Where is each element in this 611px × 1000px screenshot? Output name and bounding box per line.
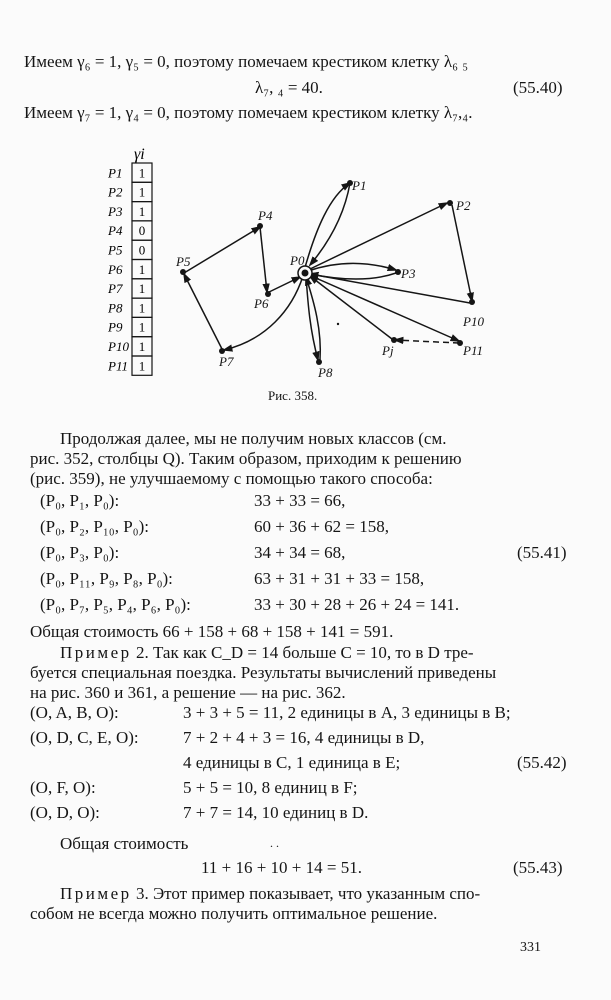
edge-p6-p0 — [267, 277, 300, 293]
node-p2 — [447, 200, 453, 206]
label-p4: P4 — [258, 208, 273, 223]
label-p0: P0 — [290, 253, 305, 268]
route: (P₀, P₂, P₁₀, P₀): — [40, 517, 149, 536]
total-cost-2-label: Общая стоимость — [60, 834, 189, 853]
gamma-value: 1 — [138, 261, 146, 277]
route: (P₀, P₃, P₀): — [40, 543, 120, 562]
route: (O, F, O): — [30, 778, 96, 797]
label-p8: P8 — [318, 365, 333, 380]
label-p10: P10 — [463, 314, 484, 329]
gamma-row-label: P10 — [108, 339, 129, 354]
example-text: 3. Этот пример показывает, что указанным спо- — [131, 884, 481, 903]
edge-p0-p2 — [308, 203, 447, 270]
route-calc: 63 + 31 + 31 + 33 = 158, — [254, 569, 425, 588]
gamma-row-label: P9 — [108, 319, 123, 335]
edge-p0-p7 — [224, 276, 303, 350]
gamma-header: γi — [134, 146, 145, 163]
text-line: (рис. 359), не улучшаемому с помощью такого способа: — [30, 469, 433, 488]
gamma-value: 1 — [138, 300, 146, 316]
figure-caption: Рис. 358. — [268, 388, 318, 403]
edge-p8-p0 — [306, 277, 320, 360]
route-calc: 34 + 34 = 68, — [254, 543, 346, 562]
label-p11: P11 — [463, 343, 483, 358]
edge-p4-p6 — [260, 227, 267, 292]
edge-p0-p11 — [309, 275, 459, 341]
gamma-row-label: P5 — [108, 242, 123, 258]
edge-p11-pj — [395, 340, 459, 343]
example-lead: Пример — [60, 643, 132, 662]
route-calc: 33 + 30 + 28 + 26 + 24 = 141. — [254, 595, 460, 614]
gamma-value: 1 — [138, 358, 146, 374]
node-p5 — [180, 269, 186, 275]
route: (O, D, C, E, O): — [30, 728, 139, 747]
text-line: Имеем γ₇ = 1, γ₄ = 0, поэтому помечаем крестиком клетку λ₇,₄. — [24, 103, 473, 122]
route-calc: 5 + 5 = 10, 8 единиц в F; — [183, 778, 358, 797]
route: (P₀, P₁₁, P₉, P₈, P₀): — [40, 569, 173, 588]
gamma-value: 1 — [138, 203, 146, 219]
graph-nodes — [180, 180, 475, 365]
example-text: 2. Так как C_D = 14 больше C = 10, то в D тре- — [131, 643, 474, 662]
equation-number: (55.40) — [513, 78, 563, 97]
gamma-value: 0 — [138, 223, 146, 239]
gamma-value: 1 — [138, 165, 146, 181]
route-calc: 33 + 33 = 66, — [254, 491, 346, 510]
edge-p2-p10 — [452, 205, 472, 301]
route: (P₀, P₁, P₀): — [40, 491, 120, 510]
equation-number: (55.42) — [517, 753, 567, 772]
label-pj: Pj — [382, 343, 394, 358]
page-number: 331 — [520, 940, 541, 955]
edge-p3-p0 — [310, 273, 396, 279]
gamma-row-label: P3 — [108, 203, 123, 219]
stray-dot — [337, 323, 339, 325]
gamma-table — [107, 146, 152, 375]
route-calc: 4 единицы в C, 1 единица в E; — [183, 753, 401, 772]
total-cost-1: Общая стоимость 66 + 158 + 68 + 158 + 141 = 591. — [30, 622, 394, 641]
gamma-row-label: P8 — [108, 300, 123, 316]
equation-55-40: λ₇, ₄ = 40. — [255, 78, 323, 97]
label-p2: P2 — [456, 198, 471, 213]
node-p4 — [257, 223, 263, 229]
gamma-row-label: P2 — [108, 184, 123, 200]
gamma-row-label: P4 — [108, 223, 123, 239]
graph-edges — [184, 183, 472, 360]
text-line: на рис. 360 и 361, а решение — на рис. 362. — [30, 683, 346, 702]
equation-55-43: 11 + 16 + 10 + 14 = 51. — [201, 858, 362, 877]
gamma-value: 1 — [138, 319, 146, 335]
text-line: собом не всегда можно получить оптимальное решение. — [30, 904, 438, 923]
label-p5: P5 — [176, 254, 191, 269]
gamma-row-label: P11 — [108, 358, 128, 374]
gamma-value: 1 — [138, 184, 146, 200]
label-p3: P3 — [401, 266, 416, 281]
dots-mark: .. — [270, 836, 282, 850]
gamma-value: 1 — [138, 281, 146, 297]
edge-p0-p3 — [308, 263, 396, 271]
edge-p0-p8 — [306, 276, 318, 360]
gamma-value: 0 — [138, 242, 146, 258]
route-calc: 7 + 2 + 4 + 3 = 16, 4 единицы в D, — [183, 728, 425, 747]
label-p7: P7 — [219, 354, 234, 369]
text-line: Продолжая далее, мы не получим новых классов (см. — [60, 429, 447, 448]
gamma-row-label: P6 — [108, 261, 123, 277]
equation-number: (55.43) — [513, 858, 563, 877]
route-calc: 7 + 7 = 14, 10 единиц в D. — [183, 803, 369, 822]
example-lead: Пример — [60, 884, 132, 903]
label-p6: P6 — [254, 296, 269, 311]
text-line: Имеем γ₆ = 1, γ₅ = 0, поэтому помечаем крестиком клетку λ₆ ₅ — [24, 52, 469, 71]
gamma-row-label: P1 — [108, 165, 123, 181]
node-p10 — [469, 299, 475, 305]
edge-p7-p5 — [184, 274, 222, 349]
edge-pj-p0 — [310, 276, 392, 339]
edge-p0-p1 — [304, 183, 350, 271]
route: (O, D, O): — [30, 803, 100, 822]
route-calc: 60 + 36 + 62 = 158, — [254, 517, 390, 536]
gamma-row-label: P7 — [108, 281, 123, 297]
node-p0 — [302, 270, 309, 277]
example-3-line1 — [60, 884, 480, 904]
route: (P₀, P₇, P₅, P₄, P₆, P₀): — [40, 595, 191, 614]
label-p1: P1 — [352, 178, 367, 193]
text-line: рис. 352, столбцы Q). Таким образом, приходим к решению — [30, 449, 462, 468]
route: (O, A, B, O): — [30, 703, 119, 722]
equation-number: (55.41) — [517, 543, 567, 562]
edge-p5-p4 — [184, 227, 260, 273]
text-line: буется специальная поездка. Результаты вычислений приведены — [30, 663, 497, 682]
route-calc: 3 + 3 + 5 = 11, 2 единицы в A, 3 единицы в B; — [183, 703, 511, 722]
gamma-value: 1 — [138, 339, 146, 354]
example-2-line1 — [60, 643, 474, 663]
